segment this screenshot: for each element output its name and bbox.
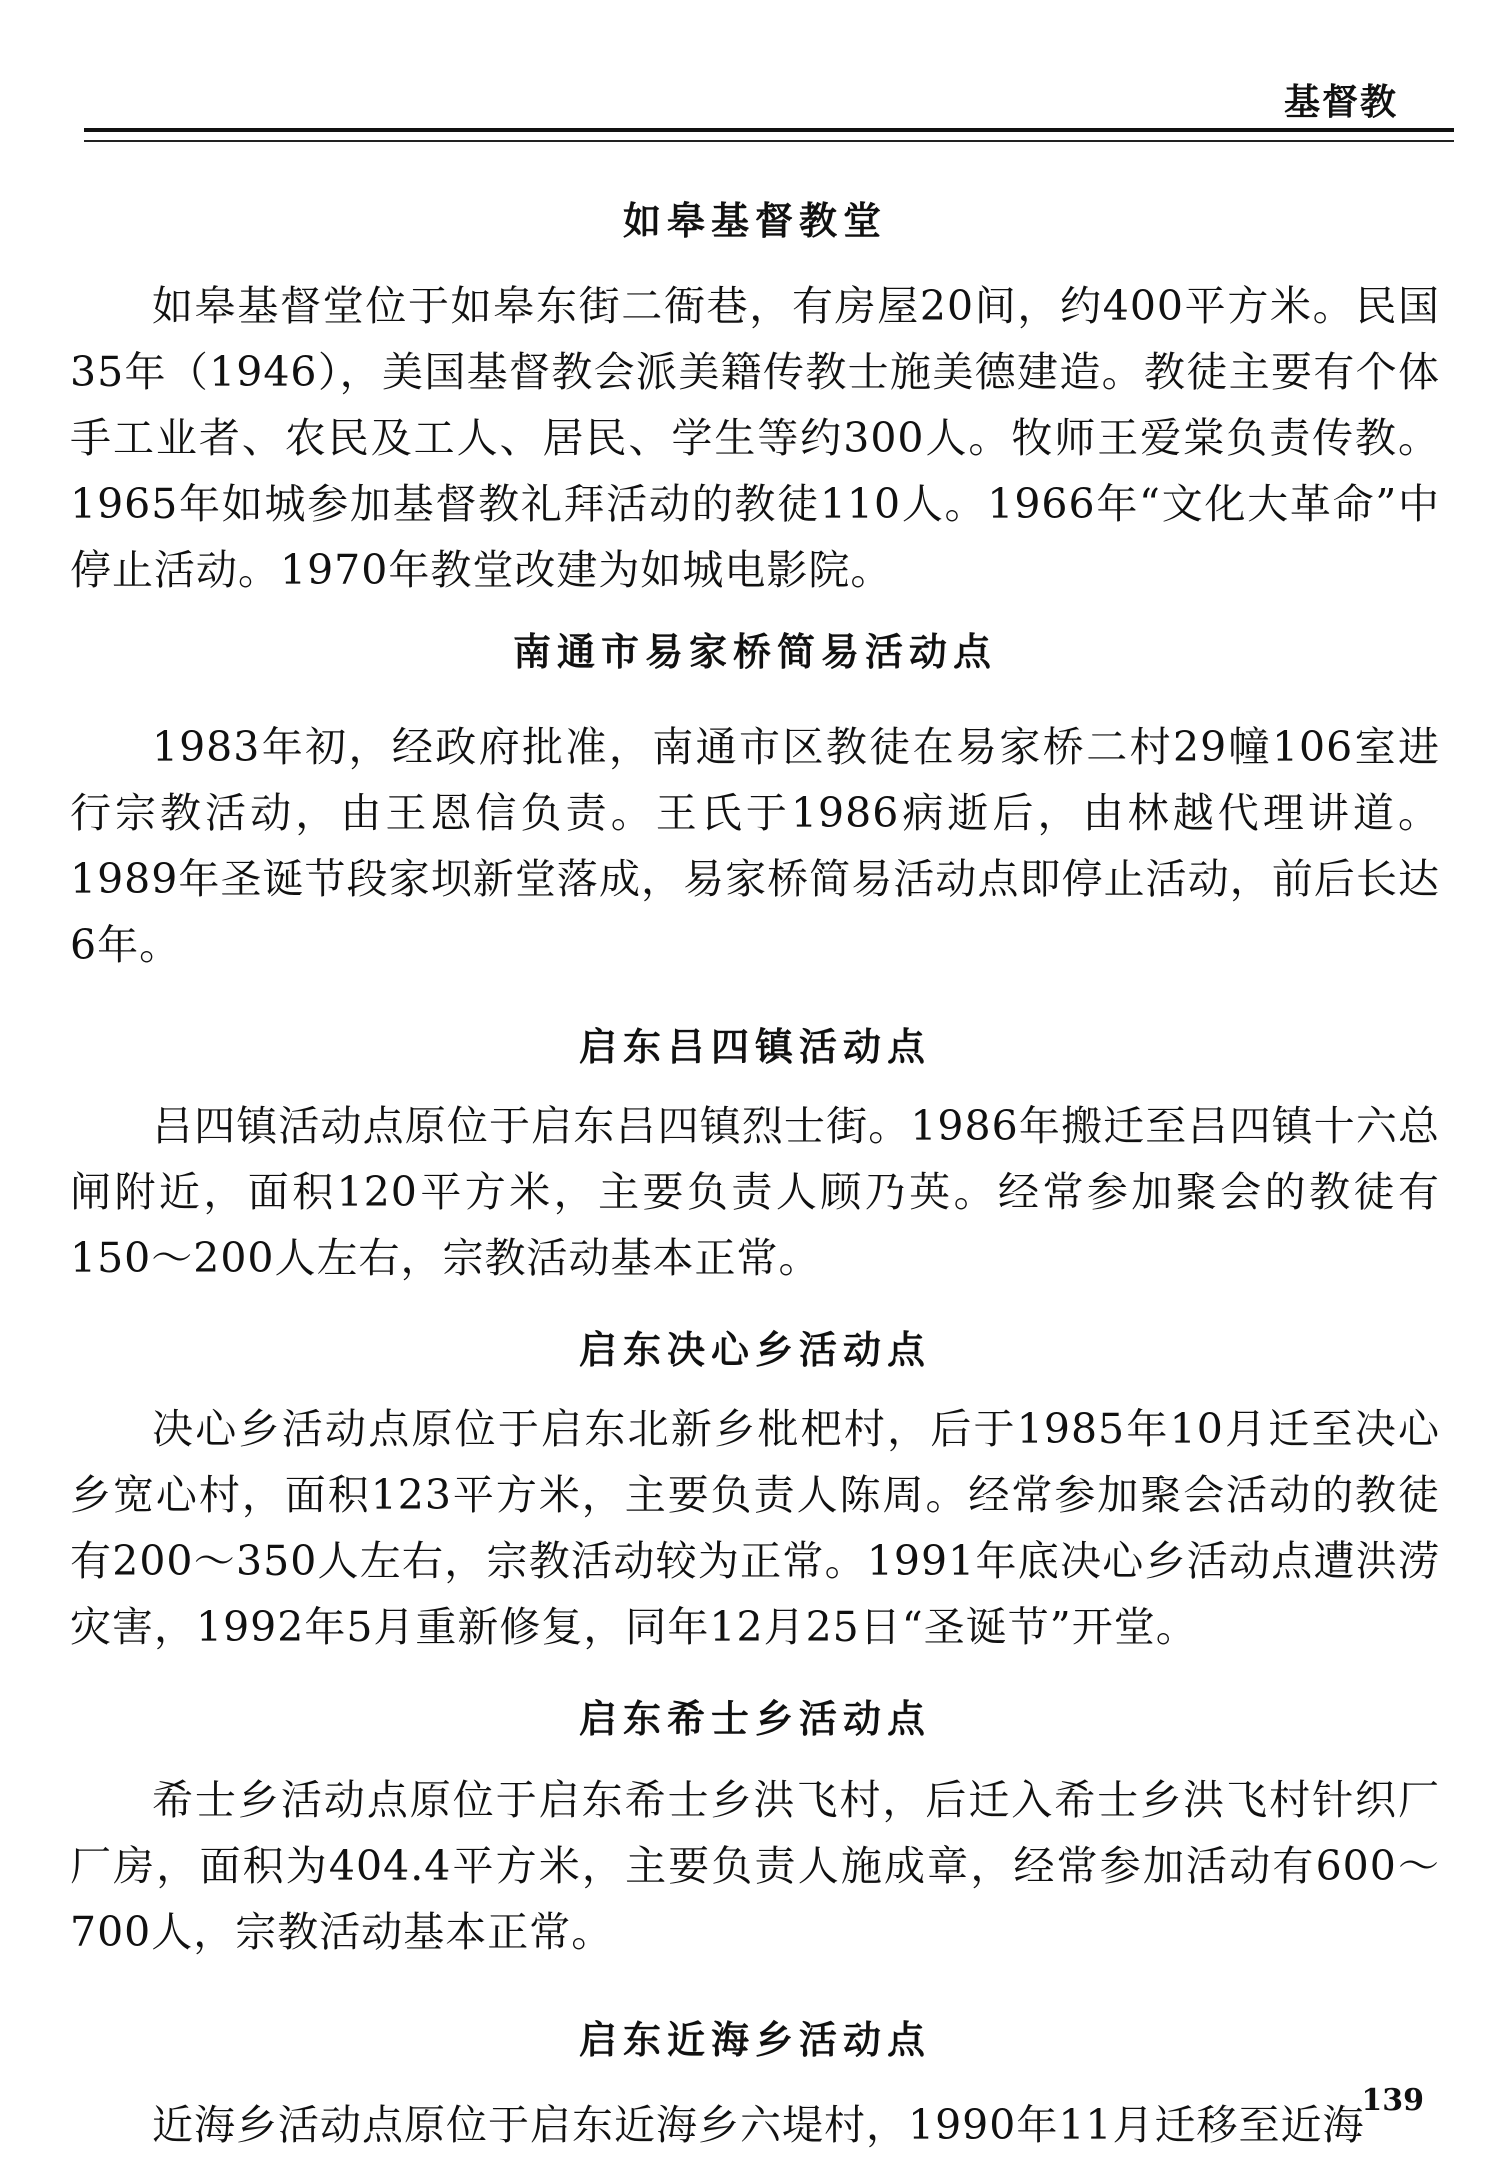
- section-paragraph: 决心乡活动点原位于启东北新乡枇杷村，后于1985年10月迁至决心乡宽心村，面积123平方米，主要负责人陈周。经常参加聚会活动的教徒有200～350人左右，宗教活动较为正常。1991年底决心乡活动点遭洪涝灾害，1992年5月重新修复，同年12月25日“圣诞节”开堂。: [70, 1405, 1440, 1651]
- section-jinhai: [70, 2009, 1440, 2158]
- section-heading: 启东决心乡活动点: [578, 1327, 931, 1372]
- page-content: [70, 190, 1440, 2158]
- section-paragraph: 吕四镇活动点原位于启东吕四镇烈士街。1986年搬迁至吕四镇十六总闸附近，面积120平方米，主要负责人顾乃英。经常参加聚会的教徒有150～200人左右，宗教活动基本正常。: [70, 1102, 1440, 1282]
- section-xishi: [70, 1688, 1440, 1965]
- section-rugao-church: [70, 190, 1440, 603]
- header-title: 基督教: [1283, 81, 1398, 123]
- section-heading: 启东吕四镇活动点: [578, 1024, 931, 1069]
- section-paragraph: 如皋基督堂位于如皋东街二衙巷，有房屋20间，约400平方米。民国35年（1946），美国基督教会派美籍传教士施美德建造。教徒主要有个体手工业者、农民及工人、居民、学生等约300人。牧师王爱棠负责传教。1965年如城参加基督教礼拜活动的教徒110人。1966年“文化大革命”中停止活动。1970年教堂改建为如城电影院。: [70, 282, 1440, 594]
- header-rule-thin: [84, 140, 1454, 142]
- section-juexin: [70, 1319, 1440, 1660]
- page-number: 139: [1361, 2083, 1424, 2118]
- section-paragraph: 近海乡活动点原位于启东近海乡六堤村，1990年11月迁移至近海: [152, 2101, 1365, 2149]
- section-paragraph: 1983年初，经政府批准，南通市区教徒在易家桥二村29幢106室进行宗教活动，由王恩信负责。王氏于1986病逝后，由林越代理讲道。1989年圣诞节段家坝新堂落成，易家桥简易活动点即停止活动，前后长达6年。: [70, 723, 1440, 969]
- header-rule-thick: [84, 128, 1454, 132]
- section-heading: 启东近海乡活动点: [578, 2017, 931, 2062]
- section-paragraph: 希士乡活动点原位于启东希士乡洪飞村，后迁入希士乡洪飞村针织厂厂房，面积为404.4平方米，主要负责人施成章，经常参加活动有600～700人，宗教活动基本正常。: [70, 1776, 1440, 1956]
- section-heading: 南通市易家桥简易活动点: [512, 629, 997, 674]
- section-lvsi: [70, 1016, 1440, 1291]
- section-heading: 启东希士乡活动点: [578, 1696, 931, 1741]
- section-heading: 如皋基督教堂: [622, 198, 887, 243]
- section-yijiaqiao: [70, 621, 1440, 978]
